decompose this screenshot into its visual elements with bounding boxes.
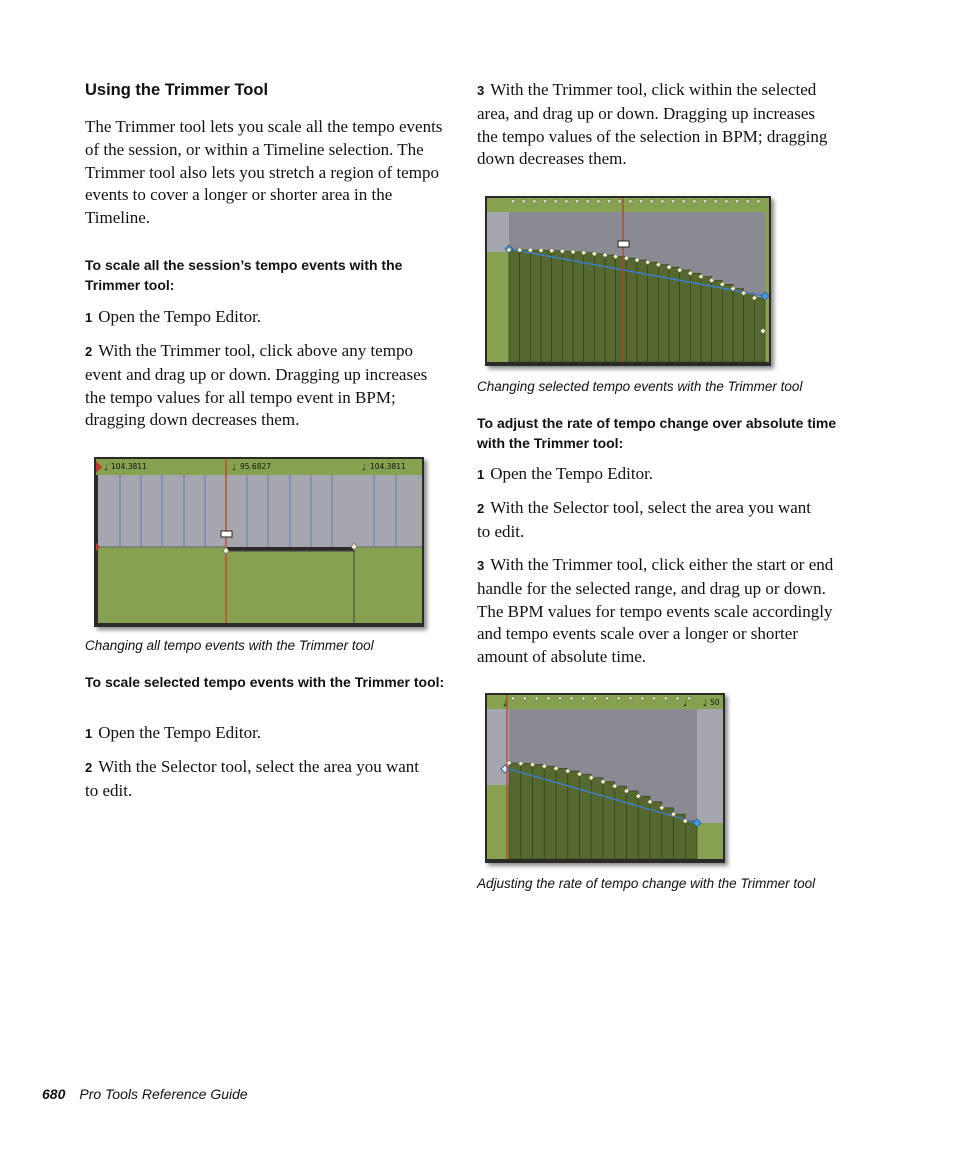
step-text: With the Selector tool, select the area you want to edit. xyxy=(477,498,812,541)
step-number: 2 xyxy=(477,501,485,516)
page-number: 680 xyxy=(42,1086,66,1102)
intro-paragraph: The Trimmer tool lets you scale all the tempo events of the session, or within a Timeline selection. The Trimmer tool also lets you stretch a region of tempo events to cover a longer or shorter area in the Timeline. xyxy=(85,117,443,228)
step-text: Open the Tempo Editor. xyxy=(490,464,654,483)
step-number: 3 xyxy=(477,83,485,98)
fig1-caption: Changing all tempo events with the Trimmer tool xyxy=(85,638,374,653)
tempo-editor-screenshot-3 xyxy=(485,693,725,863)
fig3-caption: Adjusting the rate of tempo change with the Trimmer tool xyxy=(477,876,816,891)
proc1-title: To scale all the session’s tempo events with the Trimmer tool: xyxy=(85,257,403,293)
step-text: With the Selector tool, select the area you want to edit. xyxy=(85,757,420,800)
step-text: Open the Tempo Editor. xyxy=(98,723,262,742)
svg-text:♩: ♩ xyxy=(683,699,688,709)
proc3-title: To adjust the rate of tempo change over absolute time with the Trimmer tool: xyxy=(477,415,837,451)
svg-text:♩: ♩ xyxy=(703,699,708,709)
tempo-editor-screenshot-2 xyxy=(485,196,771,366)
proc2-title: To scale selected tempo events with the Trimmer tool: xyxy=(85,674,445,690)
step-text: Open the Tempo Editor. xyxy=(98,307,262,326)
proc2-step-3 xyxy=(477,79,837,171)
proc1-step-2 xyxy=(85,340,447,432)
step-text: With the Trimmer tool, click either the start or end handle for the selected range, and drag up or down. The BPM values for tempo events scale accordingly and tempo events scale over a longer or shorter amount of absolute time. xyxy=(477,555,834,667)
footer-title: Pro Tools Reference Guide xyxy=(79,1086,248,1102)
tempo-label-3: 104.3811 xyxy=(370,462,406,471)
section-title: Using the Trimmer Tool xyxy=(85,81,269,99)
figure-selected-tempo-events xyxy=(485,196,771,366)
step-text: With the Trimmer tool, click within the selected area, and drag up or down. Dragging up increases the tempo values of the selection in BPM; dragging down decreases them. xyxy=(477,80,828,169)
tempo-editor-screenshot-1 xyxy=(94,457,424,627)
fig2-caption: Changing selected tempo events with the Trimmer tool xyxy=(477,379,803,394)
step-number: 2 xyxy=(85,344,93,359)
step-number: 1 xyxy=(477,467,485,482)
tempo-label-2: 95.6827 xyxy=(240,462,272,471)
step-number: 1 xyxy=(85,726,93,741)
proc1-step-1 xyxy=(85,306,445,330)
figure-rate-of-tempo-change xyxy=(485,693,725,863)
step-number: 3 xyxy=(477,558,485,573)
step-number: 1 xyxy=(85,310,93,325)
page-footer xyxy=(42,1086,248,1102)
step-number: 2 xyxy=(85,760,93,775)
tempo-label-1: 104.3811 xyxy=(111,462,147,471)
figure-all-tempo-events xyxy=(94,457,424,627)
svg-text:♩: ♩ xyxy=(232,463,236,472)
tempo-label-end: 50 xyxy=(710,698,720,707)
step-text: With the Trimmer tool, click above any tempo event and drag up or down. Dragging up increases the tempo values for all tempo event in BPM; dragging down decreases them. xyxy=(85,341,428,430)
proc3-step-1 xyxy=(477,463,837,487)
svg-text:♩: ♩ xyxy=(104,463,108,472)
svg-text:♩: ♩ xyxy=(362,463,366,472)
proc3-step-2 xyxy=(477,497,817,544)
proc2-step-2 xyxy=(85,756,425,803)
proc2-step-1 xyxy=(85,722,445,746)
svg-text:♩: ♩ xyxy=(503,699,508,709)
proc3-step-3 xyxy=(477,554,839,669)
